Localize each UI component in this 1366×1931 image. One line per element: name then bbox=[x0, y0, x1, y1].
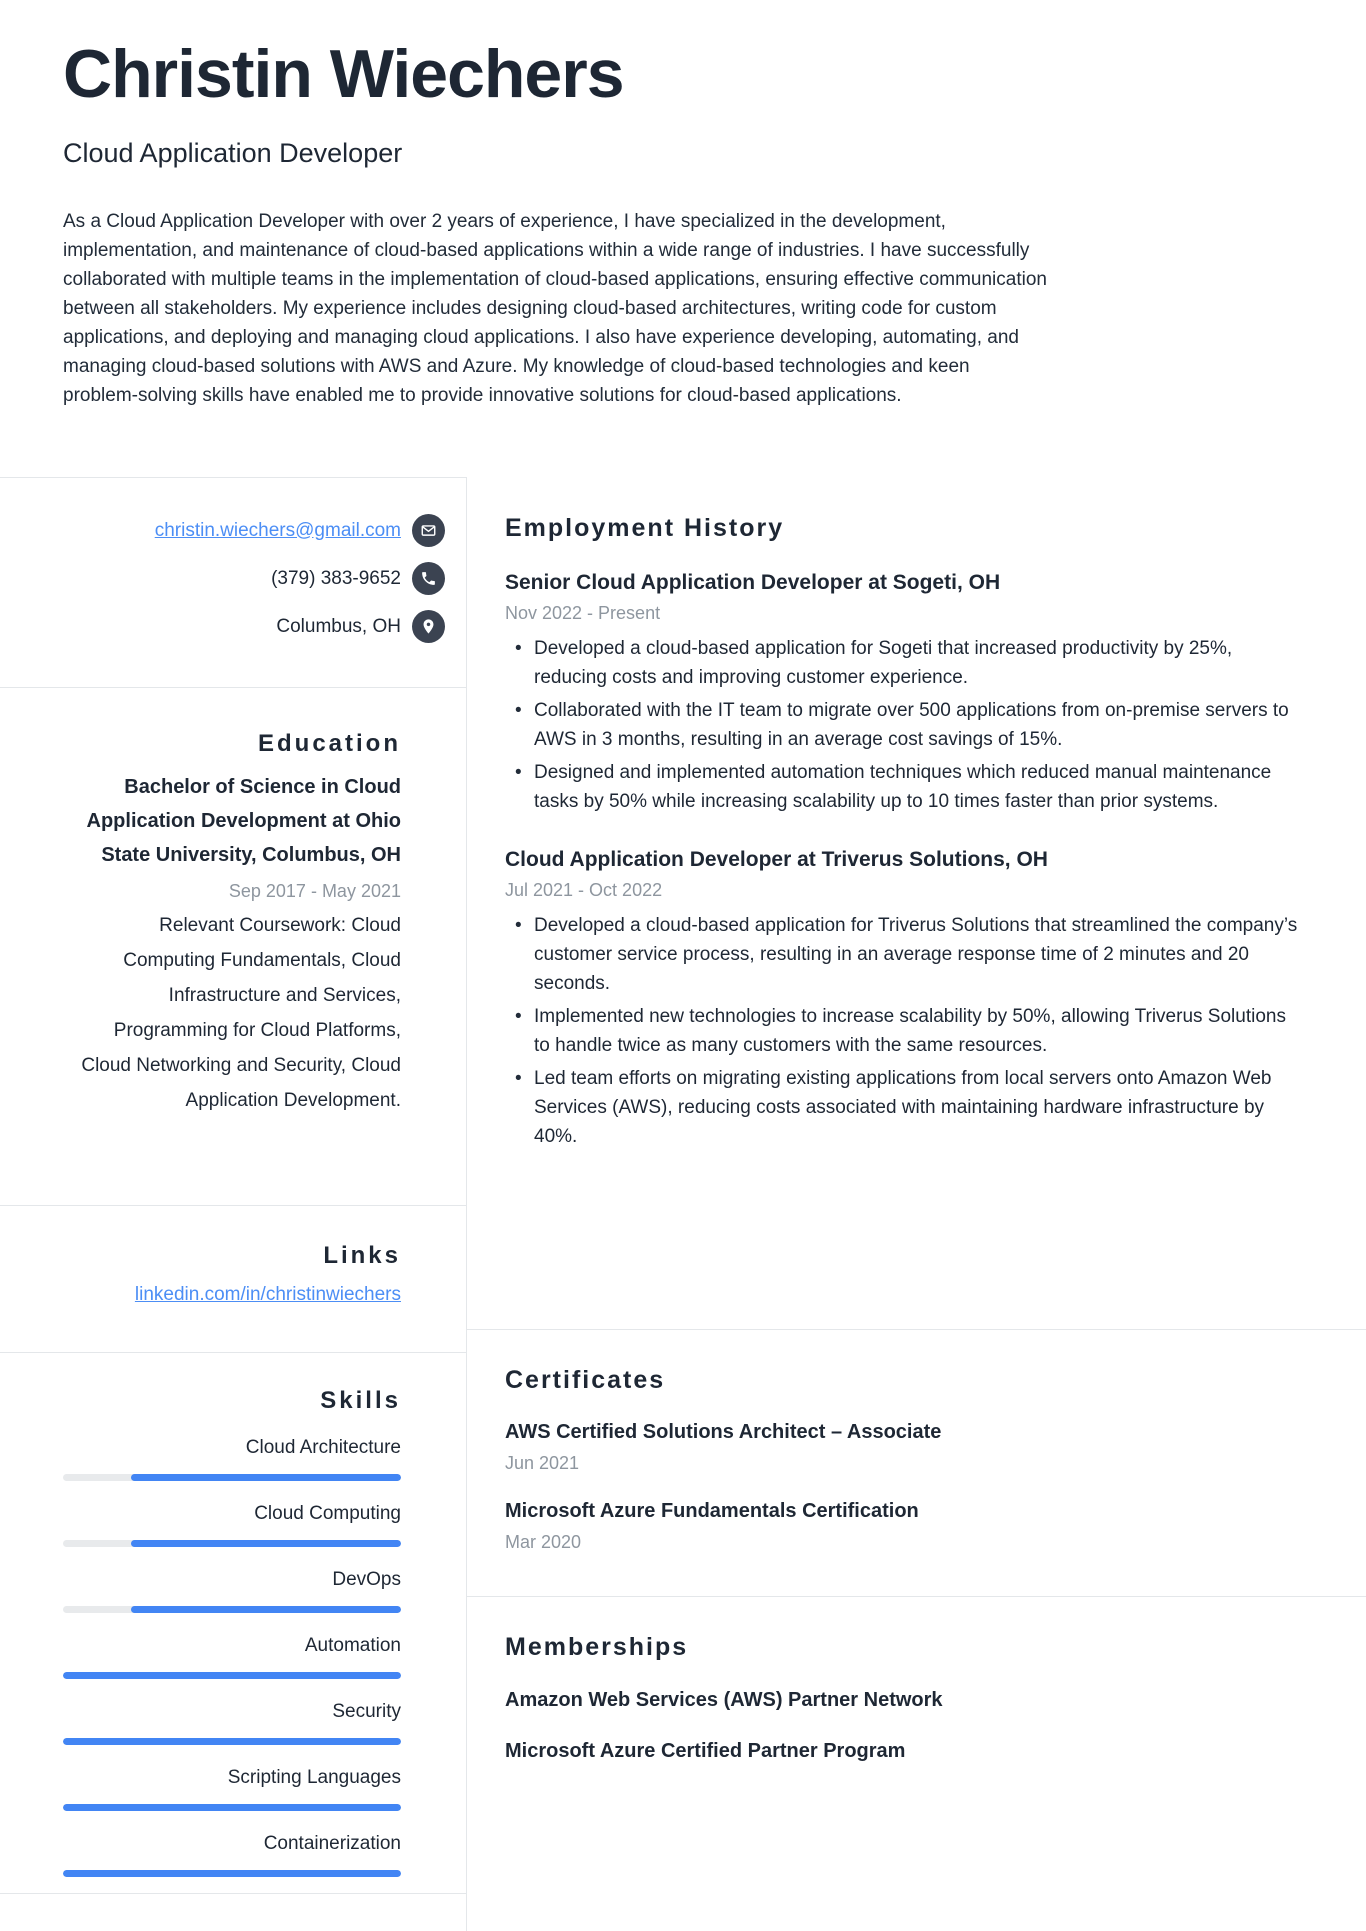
skill-bar bbox=[63, 1606, 401, 1613]
skill-bar bbox=[63, 1804, 401, 1811]
skill-bar-fill bbox=[63, 1870, 401, 1877]
job-bullet: • Designed and implemented automation techniques which reduced manual maintenance tasks by 50% while increasing scalability up to 10 times faster than prior systems. bbox=[505, 758, 1303, 816]
contact-email-row bbox=[63, 514, 445, 547]
education-dates: Sep 2017 - May 2021 bbox=[228, 881, 401, 901]
job-bullet: • Led team efforts on migrating existing applications from local servers onto Amazon Web Services (AWS), reducing costs associated with maintaining hardware infrastructure by 40%. bbox=[505, 1064, 1303, 1151]
skill-label: Cloud Architecture bbox=[245, 1437, 401, 1458]
person-name: Christin Wiechers bbox=[63, 36, 624, 112]
membership-item: Microsoft Azure Certified Partner Program bbox=[505, 1740, 906, 1762]
skill-bar bbox=[63, 1540, 401, 1547]
skill-label: Containerization bbox=[263, 1833, 401, 1854]
membership-item: Amazon Web Services (AWS) Partner Network bbox=[505, 1689, 943, 1711]
skill-bar-fill bbox=[63, 1804, 401, 1811]
phone-number: (379) 383-9652 bbox=[271, 567, 401, 589]
education-section bbox=[0, 688, 466, 1206]
memberships-section bbox=[467, 1596, 1366, 1930]
phone-icon bbox=[412, 562, 445, 595]
certificate-item bbox=[505, 1419, 1303, 1474]
linkedin-link[interactable]: linkedin.com/in/christinwiechers bbox=[134, 1284, 401, 1305]
skill-bar-fill bbox=[63, 1672, 401, 1679]
location-text: Columbus, OH bbox=[276, 615, 401, 637]
job-bullet: • Collaborated with the IT team to migrate over 500 applications from on-premise servers to AWS in 3 months, resulting in an average cost savings of 15%. bbox=[505, 696, 1303, 754]
education-description: Relevant Coursework: Cloud Computing Fundamentals, Cloud Infrastructure and Services, Programming for Cloud Platforms, Cloud Networking and Security, Cloud Application Development. bbox=[81, 915, 401, 1111]
email-link[interactable]: christin.wiechers@gmail.com bbox=[154, 519, 401, 541]
certificate-date: Jun 2021 bbox=[505, 1453, 580, 1473]
employment-section bbox=[467, 477, 1366, 1329]
job-bullet-list bbox=[505, 634, 1303, 816]
skill-bar bbox=[63, 1474, 401, 1481]
job-bullet: • Developed a cloud-based application for Sogeti that increased productivity by 25%, reducing costs and improving customer experience. bbox=[505, 634, 1303, 692]
skill-label: Scripting Languages bbox=[227, 1767, 401, 1788]
skill-bar bbox=[63, 1870, 401, 1877]
job-title: Cloud Application Developer at Triverus Solutions, OH bbox=[505, 848, 1048, 871]
certificate-title: Microsoft Azure Fundamentals Certification bbox=[505, 1500, 919, 1522]
skills-section bbox=[0, 1353, 466, 1894]
education-degree: Bachelor of Science in Cloud Application Development at Ohio State University, Columbus, OH bbox=[86, 776, 401, 866]
person-job-title: Cloud Application Developer bbox=[63, 137, 403, 168]
job-bullet: • Developed a cloud-based application for Triverus Solutions that streamlined the company’s customer service process, resulting in an average response time of 2 minutes and 20 seconds. bbox=[505, 911, 1303, 998]
employment-heading: Employment History bbox=[505, 514, 785, 542]
certificates-heading: Certificates bbox=[505, 1366, 666, 1394]
sidebar bbox=[0, 477, 467, 1931]
skill-label: Security bbox=[332, 1701, 401, 1722]
resume-header bbox=[0, 0, 1366, 477]
links-heading: Links bbox=[323, 1242, 401, 1269]
job-entry bbox=[505, 569, 1303, 816]
skill-bar bbox=[63, 1672, 401, 1679]
skill-label: Automation bbox=[304, 1635, 401, 1656]
job-dates: Jul 2021 - Oct 2022 bbox=[505, 880, 663, 900]
skill-item bbox=[63, 1567, 401, 1613]
resume-columns bbox=[0, 477, 1366, 1931]
contact-location-row bbox=[63, 610, 445, 643]
skill-label: Cloud Computing bbox=[254, 1503, 401, 1524]
profile-summary: As a Cloud Application Developer with over 2 years of experience, I have specialized in the development, implementation, and maintenance of cloud-based applications within a wide range of industries. I have successfully collaborated with multiple teams in the implementation of cloud-based applications, ensuring effective communication between all stakeholders. My experience includes designing cloud-based architectures, writing code for custom applications, and deploying and managing cloud applications. I also have experience developing, automating, and managing cloud-based solutions with AWS and Azure. My knowledge of cloud-based technologies and keen problem-solving skills have enabled me to provide innovative solutions for cloud-based applications. bbox=[63, 210, 1047, 406]
skill-bar-fill bbox=[63, 1738, 401, 1745]
skill-item bbox=[63, 1633, 401, 1679]
certificate-item bbox=[505, 1498, 1303, 1553]
main-column bbox=[467, 477, 1366, 1931]
contact-phone-row bbox=[63, 562, 445, 595]
education-heading: Education bbox=[257, 730, 401, 757]
skill-label: DevOps bbox=[332, 1569, 401, 1590]
skill-bar bbox=[63, 1738, 401, 1745]
job-bullet-list bbox=[505, 911, 1303, 1151]
contact-section bbox=[0, 478, 466, 688]
skill-item bbox=[63, 1699, 401, 1745]
job-bullet: • Implemented new technologies to increase scalability by 50%, allowing Triverus Solutions to handle twice as many customers with the same resources. bbox=[505, 1002, 1303, 1060]
skill-item bbox=[63, 1765, 401, 1811]
map-pin-icon bbox=[412, 610, 445, 643]
certificates-section bbox=[467, 1329, 1366, 1596]
links-section bbox=[0, 1206, 466, 1353]
job-title: Senior Cloud Application Developer at Sogeti, OH bbox=[505, 571, 1001, 594]
skill-bar-fill bbox=[131, 1474, 401, 1481]
skill-item bbox=[63, 1435, 401, 1481]
certificate-title: AWS Certified Solutions Architect – Associate bbox=[505, 1421, 942, 1443]
skill-item bbox=[63, 1831, 401, 1877]
skill-bar-fill bbox=[131, 1606, 401, 1613]
job-dates: Nov 2022 - Present bbox=[505, 603, 661, 623]
skill-bar-fill bbox=[131, 1540, 401, 1547]
memberships-heading: Memberships bbox=[505, 1633, 689, 1661]
skill-item bbox=[63, 1501, 401, 1547]
skills-heading: Skills bbox=[320, 1387, 401, 1414]
certificate-date: Mar 2020 bbox=[505, 1532, 582, 1552]
job-entry bbox=[505, 846, 1303, 1151]
envelope-icon bbox=[412, 514, 445, 547]
